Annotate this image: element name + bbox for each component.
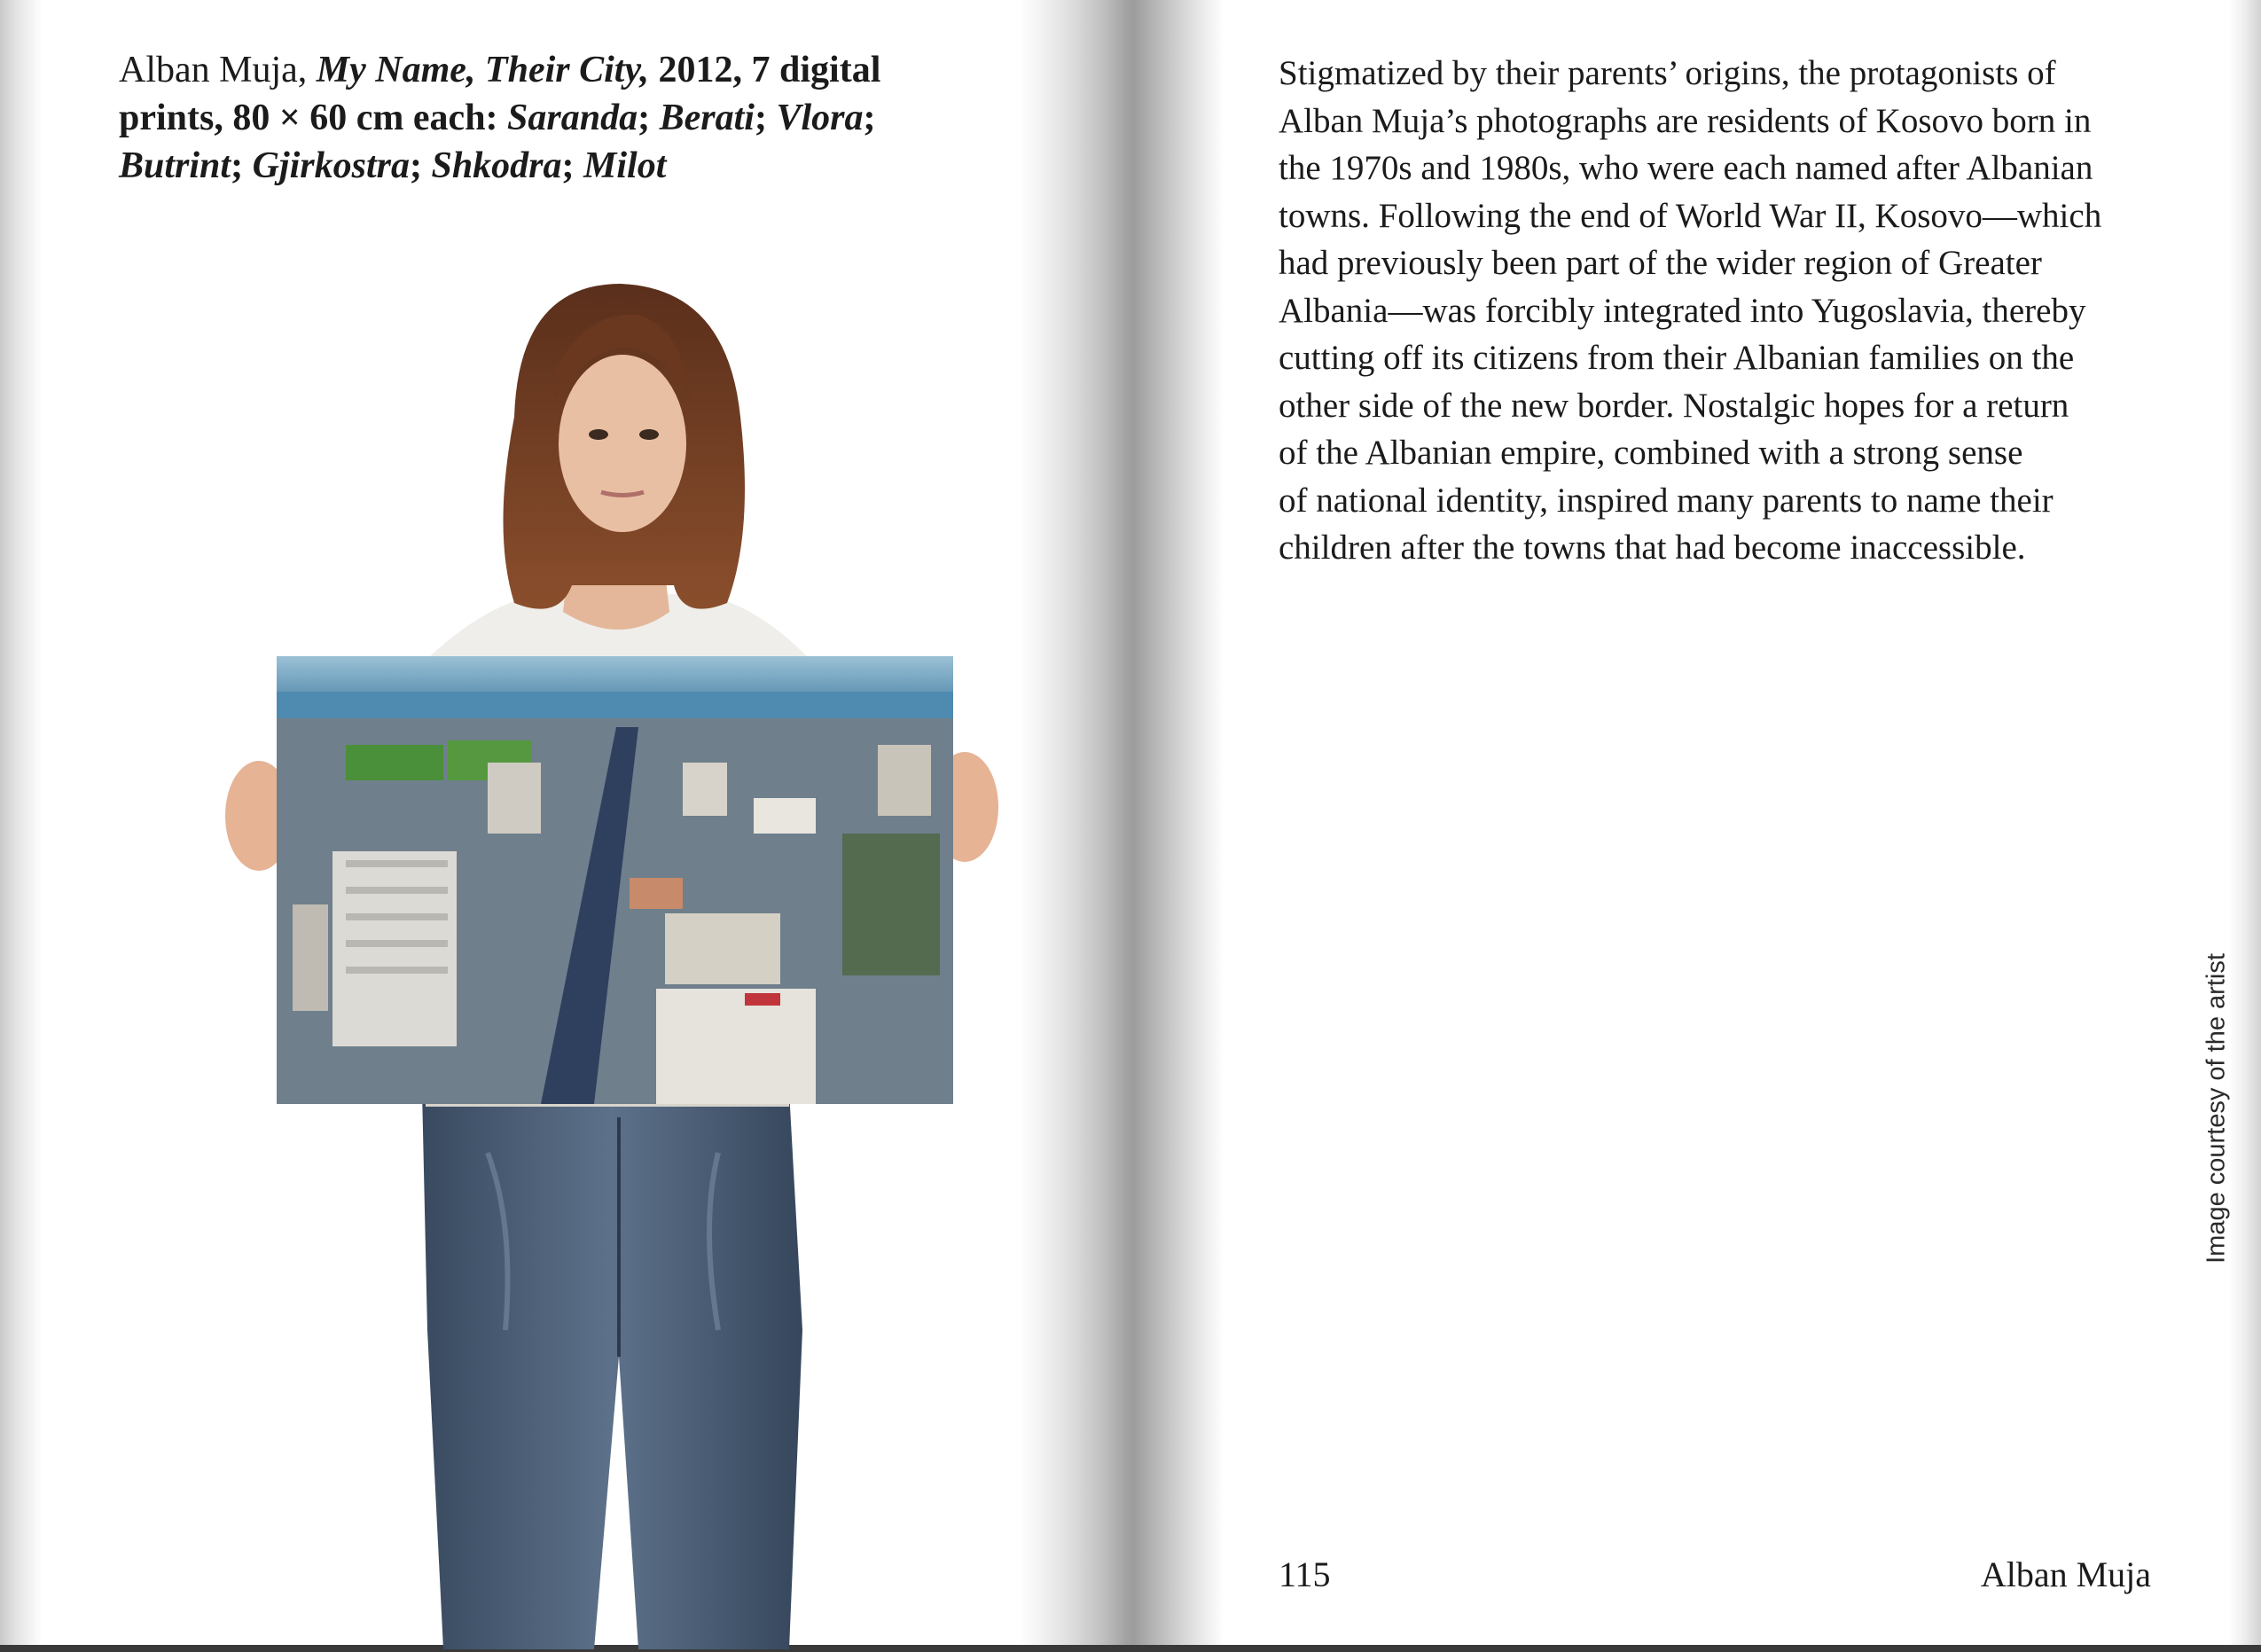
body-paragraph xyxy=(1279,50,2210,572)
caption-artist: Alban Muja, xyxy=(119,50,317,90)
artwork-photograph xyxy=(222,266,1002,1649)
body-line: had previously been part of the wider region of Greater xyxy=(1279,244,2042,282)
caption-work: Milot xyxy=(583,145,667,186)
body-line: Alban Muja’s photographs are residents of Kosovo born in xyxy=(1279,101,2092,140)
body-line: of the Albanian empire, combined with a strong sense xyxy=(1279,434,2023,472)
body-line: Albania—was forcibly integrated into Yugoslavia, thereby xyxy=(1279,291,2086,330)
caption-title: My Name, Their City, xyxy=(316,50,650,90)
face xyxy=(559,355,686,532)
caption-work: Shkodra xyxy=(431,145,562,186)
body-line: of national identity, inspired many parents to name their xyxy=(1279,481,2054,520)
body-line: Stigmatized by their parents’ origins, the protagonists of xyxy=(1279,54,2056,92)
caption-work: Vlora xyxy=(776,98,864,138)
caption-work: Saranda xyxy=(507,98,638,138)
page-edge-right xyxy=(2229,0,2261,1652)
running-head: Alban Muja xyxy=(1980,1554,2151,1594)
book-gutter xyxy=(1020,0,1224,1652)
caption-work: Butrint xyxy=(119,145,231,186)
image-credit-text: Image courtesy of the artist xyxy=(2202,953,2231,1264)
body-line: other side of the new border. Nostalgic hopes for a return xyxy=(1279,386,2069,425)
caption-details: 2012, 7 digital prints, 80 × 60 cm each: xyxy=(119,50,881,138)
body-line: children after the towns that had become inaccessible. xyxy=(1279,528,2026,567)
jeans xyxy=(422,1091,802,1649)
body-line: the 1970s and 1980s, who were each named after Albanian xyxy=(1279,149,2093,187)
figure-caption: Alban Muja, My Name, Their City, 2012, 7 digital prints, 80 × 60 cm each: Saranda; Berati; Vlora; Butrint; Gjirkostra; Shkodra; Milot xyxy=(119,50,881,186)
held-city-print xyxy=(277,656,953,1104)
caption-work: Gjirkostra xyxy=(252,145,410,186)
caption-work: Berati xyxy=(659,98,755,138)
page-edge-left xyxy=(0,0,43,1652)
body-line: towns. Following the end of World War II, Kosovo—which xyxy=(1279,196,2102,235)
body-line: cutting off its citizens from their Albanian families on the xyxy=(1279,339,2075,377)
page-number: 115 xyxy=(1279,1554,1331,1594)
